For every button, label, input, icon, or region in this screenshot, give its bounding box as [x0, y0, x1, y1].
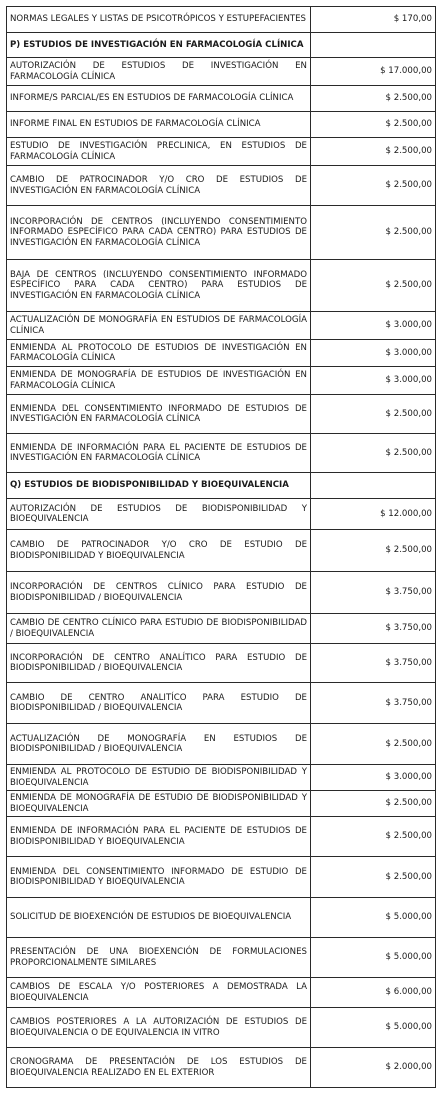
table-row	[7, 312, 436, 340]
table-row	[7, 58, 436, 86]
row-price: $ 2.500,00	[311, 817, 436, 857]
table-row	[7, 367, 436, 395]
row-description: INCORPORACIÓN DE CENTRO ANALÍTICO PARA ESTUDIO DE BIODISPONIBILIDAD / BIOEQUIVALENCIA	[7, 644, 311, 683]
table-row	[7, 1008, 436, 1048]
row-description: CAMBIO DE PATROCINADOR Y/O CRO DE ESTUDIOS DE INVESTIGACIÓN EN FARMACOLOGÍA CLÍNICA	[7, 166, 311, 206]
table-row	[7, 614, 436, 644]
row-price: $ 3.000,00	[311, 367, 436, 395]
table-row	[7, 138, 436, 166]
table-row	[7, 395, 436, 434]
row-description: ENMIENDA AL PROTOCOLO DE ESTUDIOS DE INVESTIGACIÓN EN FARMACOLOGÍA CLÍNICA	[7, 340, 311, 367]
table-row	[7, 898, 436, 938]
table-row	[7, 86, 436, 112]
row-price: $ 3.000,00	[311, 340, 436, 367]
row-price: $ 2.500,00	[311, 206, 436, 260]
row-description: INFORME FINAL EN ESTUDIOS DE FARMACOLOGÍA CLÍNICA	[7, 112, 311, 138]
row-price: $ 2.500,00	[311, 434, 436, 473]
table-row	[7, 340, 436, 367]
row-price: $ 12.000,00	[311, 499, 436, 530]
table-row	[7, 817, 436, 857]
row-description: INFORME/S PARCIAL/ES EN ESTUDIOS DE FARMACOLOGÍA CLÍNICA	[7, 86, 311, 112]
row-price: $ 2.500,00	[311, 791, 436, 817]
row-price: $ 5.000,00	[311, 1008, 436, 1048]
row-price: $ 3.750,00	[311, 644, 436, 683]
row-description: CAMBIOS POSTERIORES A LA AUTORIZACIÓN DE ESTUDIOS DE BIOEQUIVALENCIA O DE EQUIVALENCIA IN VITRO	[7, 1008, 311, 1048]
table-row	[7, 765, 436, 791]
row-description: ENMIENDA DE MONOGRAFÍA DE ESTUDIO DE BIODISPONIBILIDAD Y BIOEQUIVALENCIA	[7, 791, 311, 817]
table-row	[7, 644, 436, 683]
table-row	[7, 260, 436, 312]
row-description: ENMIENDA DE INFORMACIÓN PARA EL PACIENTE DE ESTUDIOS DE BIODISPONIBILIDAD Y BIOEQUIVALENCIA	[7, 817, 311, 857]
table-row	[7, 530, 436, 572]
row-price: $ 2.000,00	[311, 1048, 436, 1088]
row-description: BAJA DE CENTROS (INCLUYENDO CONSENTIMIENTO INFORMADO ESPECÍFICO PARA CADA CENTRO) PARA ESTUDIOS DE INVESTIGACIÓN EN FARMACOLOGÍA CLÍNICA	[7, 260, 311, 312]
row-price: $ 2.500,00	[311, 86, 436, 112]
row-price: $ 2.500,00	[311, 138, 436, 166]
row-description: ENMIENDA DE MONOGRAFÍA DE ESTUDIOS DE INVESTIGACIÓN EN FARMACOLOGÍA CLÍNICA	[7, 367, 311, 395]
row-price: $ 3.750,00	[311, 572, 436, 614]
table-row	[7, 499, 436, 530]
fee-table	[6, 6, 436, 1088]
table-row	[7, 206, 436, 260]
row-price: $ 2.500,00	[311, 166, 436, 206]
row-price: $ 5.000,00	[311, 938, 436, 978]
row-price: $ 6.000,00	[311, 978, 436, 1008]
row-description: ENMIENDA DE INFORMACIÓN PARA EL PACIENTE DE ESTUDIOS DE INVESTIGACIÓN EN FARMACOLOGÍA CLÍNICA	[7, 434, 311, 473]
table-row	[7, 938, 436, 978]
table-row	[7, 572, 436, 614]
row-description: CAMBIO DE PATROCINADOR Y/O CRO DE ESTUDIO DE BIODISPONIBILIDAD Y BIOEQUIVALENCIA	[7, 530, 311, 572]
row-description: AUTORIZACIÓN DE ESTUDIOS DE INVESTIGACIÓN EN FARMACOLOGÍA CLÍNICA	[7, 58, 311, 86]
row-price: $ 17.000,00	[311, 58, 436, 86]
row-description: ACTUALIZACIÓN DE MONOGRAFÍA EN ESTUDIOS DE BIODISPONIBILIDAD / BIOEQUIVALENCIA	[7, 724, 311, 765]
row-price: $ 2.500,00	[311, 260, 436, 312]
section-title: P) ESTUDIOS DE INVESTIGACIÓN EN FARMACOLOGÍA CLÍNICA	[7, 33, 311, 58]
row-description: CAMBIO DE CENTRO CLÍNICO PARA ESTUDIO DE BIODISPONIBILIDAD / BIOEQUIVALENCIA	[7, 614, 311, 644]
row-description: NORMAS LEGALES Y LISTAS DE PSICOTRÓPICOS Y ESTUPEFACIENTES	[7, 7, 311, 33]
row-description: ESTUDIO DE INVESTIGACIÓN PRECLINICA, EN ESTUDIOS DE FARMACOLOGÍA CLÍNICA	[7, 138, 311, 166]
table-row	[7, 166, 436, 206]
row-description: INCORPORACIÓN DE CENTROS CLÍNICO PARA ESTUDIO DE BIODISPONIBILIDAD / BIOEQUIVALENCIA	[7, 572, 311, 614]
row-description: SOLICITUD DE BIOEXENCIÓN DE ESTUDIOS DE BIOEQUIVALENCIA	[7, 898, 311, 938]
table-row	[7, 978, 436, 1008]
row-description: ENMIENDA DEL CONSENTIMIENTO INFORMADO DE ESTUDIO DE BIODISPONIBILIDAD Y BIOEQUIVALENCIA	[7, 857, 311, 898]
section-header-p	[7, 33, 436, 58]
row-description: PRESENTACIÓN DE UNA BIOEXENCIÓN DE FORMULACIONES PROPORCIONALMENTE SIMILARES	[7, 938, 311, 978]
row-description: ENMIENDA DEL CONSENTIMIENTO INFORMADO DE ESTUDIOS DE INVESTIGACIÓN EN FARMACOLOGÍA CLÍNICA	[7, 395, 311, 434]
row-price	[311, 33, 436, 58]
row-price: $ 2.500,00	[311, 530, 436, 572]
row-price: $ 170,00	[311, 7, 436, 33]
table-row	[7, 434, 436, 473]
section-header-q	[7, 473, 436, 499]
row-price: $ 3.000,00	[311, 765, 436, 791]
row-price: $ 2.500,00	[311, 395, 436, 434]
table-row	[7, 683, 436, 724]
table-row	[7, 857, 436, 898]
row-description: CAMBIOS DE ESCALA Y/O POSTERIORES A DEMOSTRADA LA BIOEQUIVALENCIA	[7, 978, 311, 1008]
row-price: $ 2.500,00	[311, 724, 436, 765]
row-price: $ 2.500,00	[311, 112, 436, 138]
table-row	[7, 7, 436, 33]
fee-schedule-page	[6, 6, 432, 1088]
row-description: CAMBIO DE CENTRO ANALITÍCO PARA ESTUDIO DE BIODISPONIBILIDAD / BIOEQUIVALENCIA	[7, 683, 311, 724]
table-row	[7, 112, 436, 138]
row-description: CRONOGRAMA DE PRESENTACIÓN DE LOS ESTUDIOS DE BIOEQUIVALENCIA REALIZADO EN EL EXTERIOR	[7, 1048, 311, 1088]
row-description: INCORPORACIÓN DE CENTROS (INCLUYENDO CONSENTIMIENTO INFORMADO ESPECÍFICO PARA CADA CENTRO) PARA ESTUDIOS DE INVESTIGACIÓN EN FARMACOLOGÍA CLÍNICA	[7, 206, 311, 260]
table-row	[7, 724, 436, 765]
row-price: $ 3.750,00	[311, 614, 436, 644]
row-price: $ 3.000,00	[311, 312, 436, 340]
table-row	[7, 1048, 436, 1088]
fee-table-body	[7, 7, 436, 1088]
row-price	[311, 473, 436, 499]
row-price: $ 3.750,00	[311, 683, 436, 724]
row-description: ACTUALIZACIÓN DE MONOGRAFÍA EN ESTUDIOS DE FARMACOLOGÍA CLÍNICA	[7, 312, 311, 340]
row-price: $ 2.500,00	[311, 857, 436, 898]
row-price: $ 5.000,00	[311, 898, 436, 938]
row-description: ENMIENDA AL PROTOCOLO DE ESTUDIO DE BIODISPONIBILIDAD Y BIOEQUIVALENCIA	[7, 765, 311, 791]
section-title: Q) ESTUDIOS DE BIODISPONIBILIDAD Y BIOEQUIVALENCIA	[7, 473, 311, 499]
table-row	[7, 791, 436, 817]
row-description: AUTORIZACIÓN DE ESTUDIOS DE BIODISPONIBILIDAD Y BIOEQUIVALENCIA	[7, 499, 311, 530]
